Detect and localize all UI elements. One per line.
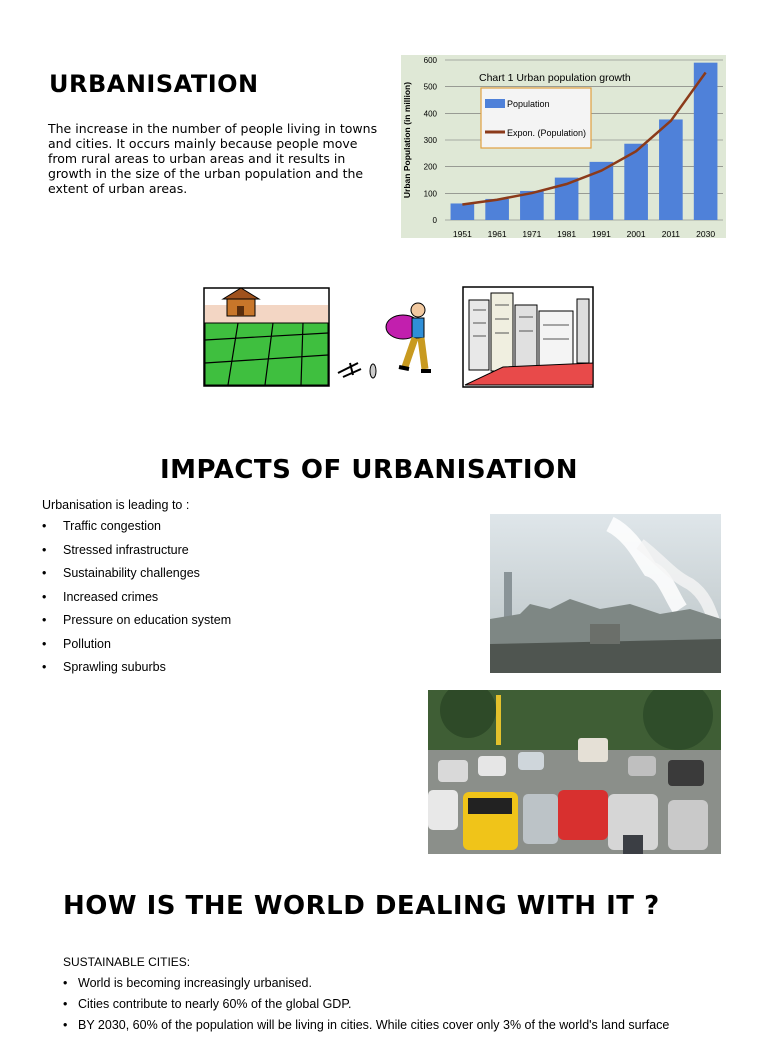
y-tick-label: 400: [423, 109, 437, 119]
impacts-intro: Urbanisation is leading to :: [42, 498, 190, 512]
bar: [451, 203, 475, 220]
y-tick-label: 500: [423, 82, 437, 92]
x-tick-label: 1991: [591, 229, 611, 238]
traffic-congestion-photo: [428, 690, 721, 854]
section-heading-impacts: IMPACTS OF URBANISATION: [160, 455, 578, 485]
rural-to-urban-migration-illustration: [203, 285, 595, 390]
list-item: • Cities contribute to nearly 60% of the global GDP.: [63, 997, 753, 1018]
legend-label: Population: [507, 99, 550, 109]
intro-paragraph: The increase in the number of people living in towns and cities. It occurs mainly because people move from rural areas to urban areas and it results in growth in the size of the urban population and the extent of urban areas.: [48, 121, 378, 196]
chart-title: Chart 1 Urban population growth: [479, 72, 631, 84]
x-tick-label: 1981: [557, 229, 577, 238]
legend-swatch-bar: [485, 99, 505, 108]
y-tick-label: 200: [423, 162, 437, 172]
x-tick-label: 1951: [452, 229, 472, 238]
list-item: • Sustainability challenges: [42, 566, 231, 590]
y-tick-label: 100: [423, 189, 437, 199]
y-tick-label: 0: [432, 216, 437, 225]
urban-population-chart: [401, 55, 726, 238]
sustainable-cities-list: [63, 976, 753, 1039]
bar: [694, 63, 718, 220]
migrant-person-picture: [386, 303, 431, 371]
bar: [659, 119, 683, 220]
section-heading-world: HOW IS THE WORLD DEALING WITH IT ?: [63, 891, 660, 921]
legend-box: [481, 88, 591, 148]
list-item: • Pressure on education system: [42, 613, 231, 637]
city-buildings-picture: [463, 287, 593, 387]
x-tick-label: 2001: [626, 229, 646, 238]
list-item: • Stressed infrastructure: [42, 543, 231, 567]
list-item: • Sprawling suburbs: [42, 660, 231, 684]
impacts-list: [42, 519, 231, 684]
chart-svg: [401, 55, 726, 238]
x-tick-label: 1961: [487, 229, 507, 238]
page-title: URBANISATION: [49, 70, 259, 98]
y-tick-label: 600: [423, 56, 437, 65]
y-axis-label: Urban Population (in million): [402, 81, 412, 199]
x-tick-label: 2011: [661, 229, 681, 238]
rural-farm-picture: [204, 288, 329, 386]
sustainable-cities-heading: SUSTAINABLE CITIES:: [63, 955, 191, 969]
list-item: • Traffic congestion: [42, 519, 231, 543]
legend-label: Expon. (Population): [507, 128, 587, 138]
city-smog-photo: [490, 514, 721, 673]
list-item: • World is becoming increasingly urbanised.: [63, 976, 753, 997]
list-item: • Pollution: [42, 637, 231, 661]
list-item: • BY 2030, 60% of the population will be living in cities. While cities cover only 3% of the world's land surface: [63, 1018, 753, 1039]
farm-tools-picture: [338, 363, 376, 378]
x-tick-label: 1971: [522, 229, 542, 238]
y-tick-label: 300: [423, 136, 437, 145]
x-tick-label: 2030: [696, 229, 716, 238]
list-item: • Increased crimes: [42, 590, 231, 614]
